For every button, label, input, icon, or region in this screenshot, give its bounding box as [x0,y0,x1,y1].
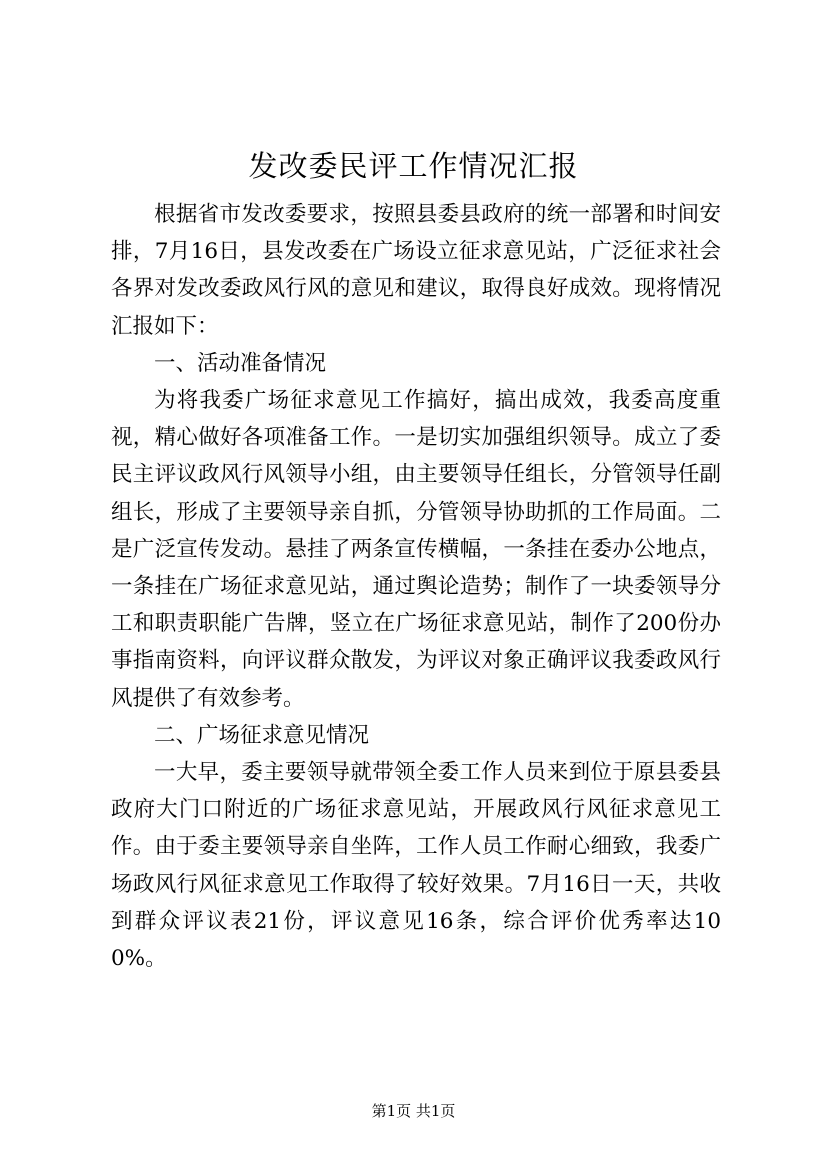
section-heading-square-feedback: 二、广场征求意见情况 [154,722,370,748]
document-body [111,196,721,977]
section-heading-preparation: 一、活动准备情况 [154,350,327,376]
page-footer: 第1页 共1页 [371,1102,456,1120]
intro-paragraph: 根据省市发改委要求，按照县委县政府的统一部署和时间安排，7月16日，县发改委在广场设立征求意见站，广泛征求社会各界对发改委政风行风的意见和建议，取得良好成效。现将情况汇报如下： [111,202,721,339]
square-feedback-paragraph: 一大早，委主要领导就带领全委工作人员来到位于原县委县政府大门口附近的广场征求意见站，开展政风行风征求意见工作。由于委主要领导亲自坐阵，工作人员工作耐心细致，我委广场政风行风征求意见工作取得了较好效果。7月16日一天，共收到群众评议表21份，评议意见16条，综合评价优秀率达100%。 [111,760,721,972]
document-title: 发改委民评工作情况汇报 [248,149,579,183]
preparation-paragraph: 为将我委广场征求意见工作搞好，搞出成效，我委高度重视，精心做好各项准备工作。一是切实加强组织领导。成立了委民主评议政风行风领导小组，由主要领导任组长，分管领导任副组长，形成了主要领导亲自抓，分管领导协助抓的工作局面。二是广泛宣传发动。悬挂了两条宣传横幅，一条挂在委办公地点，一条挂在广场征求意见站，通过舆论造势；制作了一块委领导分工和职责职能广告牌，竖立在广场征求意见站，制作了200份办事指南资料，向评议群众散发，为评议对象正确评议我委政风行风提供了有效参考。 [111,388,721,711]
